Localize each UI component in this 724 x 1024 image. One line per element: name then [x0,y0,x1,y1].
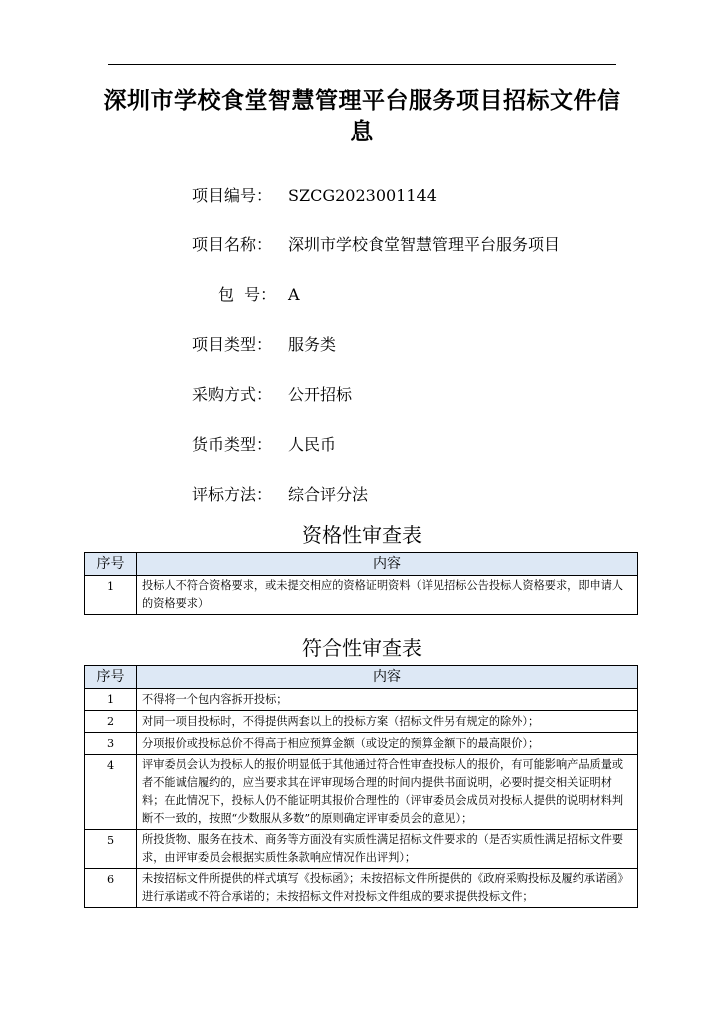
info-value: 服务类 [288,335,337,354]
row-number: 2 [85,711,137,733]
table-row [85,755,638,830]
row-content: 所投货物、服务在技术、商务等方面没有实质性满足招标文件要求的（是否实质性满足招标文件要求，由评审委员会根据实质性条款响应情况作出评判）； [137,830,638,869]
row-number: 3 [85,733,137,755]
row-content: 投标人不符合资格要求，或未提交相应的资格证明资料（详见招标公告投标人资格要求，即申请人的资格要求） [137,576,638,615]
table-row [85,689,638,711]
compliance-table [84,665,638,908]
info-procurement-method [192,385,352,405]
column-header-no: 序号 [85,553,137,576]
info-label: 项目编号： [192,186,273,205]
info-value: SZCG2023001144 [288,186,437,205]
table-row [85,869,638,908]
qualification-table-title: 资格性审查表 [302,523,422,547]
info-value: 公开招标 [288,385,353,404]
row-content: 不得将一个包内容拆开投标； [137,689,638,711]
row-content: 对同一项目投标时，不得提供两套以上的投标方案（招标文件另有规定的除外）； [137,711,638,733]
info-package [192,285,300,305]
row-number: 4 [85,755,137,830]
row-content: 分项报价或投标总价不得高于相应预算金额（或设定的预算金额下的最高限价）； [137,733,638,755]
info-evaluation-method [192,485,368,505]
table-row [85,733,638,755]
row-number: 5 [85,830,137,869]
info-value: 人民币 [288,435,337,454]
info-project-number [192,186,437,206]
info-value: A [288,285,300,304]
column-header-content: 内容 [137,666,638,689]
table-row [85,830,638,869]
row-number: 1 [85,576,137,615]
info-label: 项目类型： [192,335,273,354]
row-number: 1 [85,689,137,711]
info-label: 货币类型： [192,435,273,454]
document-title: 深圳市学校食堂智慧管理平台服务项目招标文件信息 [103,88,621,145]
info-value: 综合评分法 [288,485,369,504]
column-header-no: 序号 [85,666,137,689]
info-label: 项目名称： [192,235,273,254]
info-project-type [192,335,336,355]
info-currency [192,435,336,455]
info-value: 深圳市学校食堂智慧管理平台服务项目 [288,235,561,254]
table-row [85,576,638,615]
info-label: 评标方法： [192,485,273,504]
qualification-table [84,552,638,615]
row-content: 未按招标文件所提供的样式填写《投标函》；未按招标文件所提供的《政府采购投标及履约承诺函》进行承诺或不符合承诺的；未按招标文件对投标文件组成的要求提供投标文件； [137,869,638,908]
row-number: 6 [85,869,137,908]
table-header-row [85,666,638,689]
info-label: 包 号： [218,285,277,304]
table-header-row [85,553,638,576]
row-content: 评审委员会认为投标人的报价明显低于其他通过符合性审查投标人的报价，有可能影响产品质量或者不能诚信履约的，应当要求其在评审现场合理的时间内提供书面说明，必要时提交相关证明材料；在此情况下，投标人仍不能证明其报价合理性的（评审委员会成员对投标人提供的说明材料判断不一致的，按照“少数服从多数”的原则确定评审委员会的意见）； [137,755,638,830]
info-label: 采购方式： [192,385,273,404]
info-project-name [192,235,560,255]
table-row [85,711,638,733]
compliance-table-title: 符合性审查表 [302,636,422,660]
column-header-content: 内容 [137,553,638,576]
top-rule [108,64,616,65]
